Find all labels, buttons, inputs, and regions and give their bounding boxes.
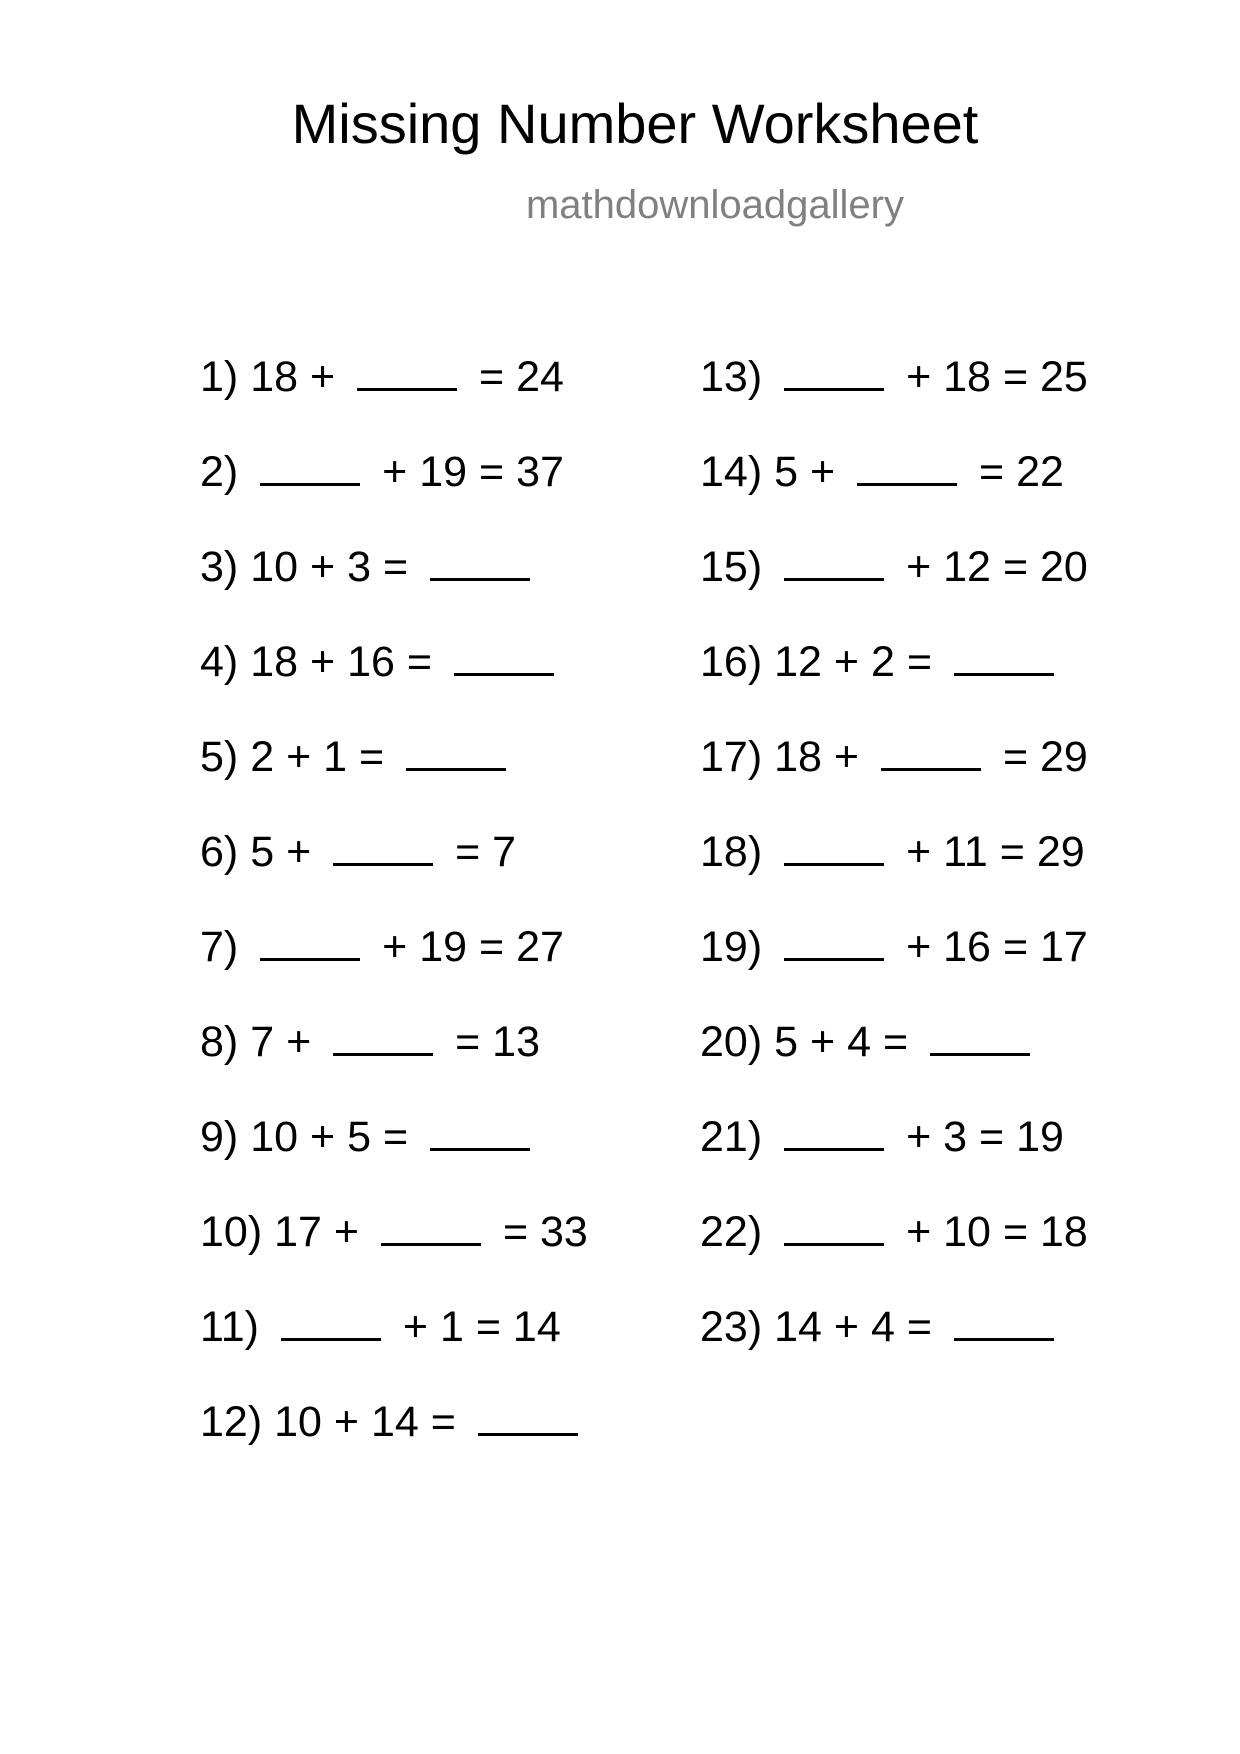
operand: 7 [492,828,517,876]
problem-item [700,732,1088,827]
problem-item [700,1207,1088,1302]
equals-sign: = [359,733,385,781]
operand: 10 [274,1398,322,1446]
answer-blank[interactable] [454,637,554,676]
plus-sign: + [809,1018,836,1066]
equals-sign: = [1002,733,1029,781]
operand: 14 [512,1303,561,1351]
problem-item [200,827,588,922]
answer-blank[interactable] [478,1397,578,1436]
answer-blank[interactable] [784,1112,884,1151]
operand: 14 [370,1398,419,1446]
operand: 24 [516,353,564,401]
operand: 37 [516,448,564,496]
problem-number: 16) [700,638,763,686]
problem-column-right [700,352,1088,1397]
answer-blank[interactable] [930,1017,1030,1056]
operand: 20 [1040,543,1088,591]
operand: 5 [774,1018,799,1066]
equals-sign: = [455,1018,481,1066]
operand: 18 [943,353,991,401]
operand: 10 [250,543,299,591]
plus-sign: + [906,353,932,401]
operand: 1 [439,1303,464,1351]
plus-sign: + [286,1018,312,1066]
problem-number: 18) [700,828,763,876]
answer-blank[interactable] [430,542,530,581]
answer-blank[interactable] [333,827,433,866]
operand: 19 [419,448,468,496]
problem-number: 1) [200,353,239,401]
operand: 1 [323,733,348,781]
equals-sign: = [455,828,481,876]
operand: 29 [1036,828,1085,876]
equals-sign: = [502,1208,529,1256]
problem-number: 3) [200,543,239,591]
operand: 12 [943,543,991,591]
equals-sign: = [475,1303,501,1351]
equals-sign: = [999,828,1025,876]
answer-blank[interactable] [784,1207,884,1246]
operand: 2 [870,638,895,686]
problem-number: 14) [700,448,763,496]
operand: 18 [774,733,822,781]
answer-blank[interactable] [381,1207,481,1246]
problem-item [700,447,1088,542]
problem-item [200,1207,588,1302]
operand: 16 [347,638,395,686]
equals-sign: = [979,1113,1005,1161]
page-subtitle: mathdownloadgallery [525,183,904,227]
answer-blank[interactable] [260,922,360,961]
problem-number: 2) [200,448,239,496]
problem-number: 12) [200,1398,263,1446]
problem-item [200,1112,588,1207]
problem-number: 21) [700,1113,763,1161]
plus-sign: + [309,638,336,686]
problem-item [200,922,588,1017]
problem-item [200,447,588,542]
plus-sign: + [809,448,836,496]
problem-number: 13) [700,353,763,401]
problem-number: 20) [700,1018,763,1066]
problem-item [200,352,588,447]
plus-sign: + [382,448,408,496]
plus-sign: + [906,923,932,971]
plus-sign: + [906,543,932,591]
plus-sign: + [286,733,312,781]
problem-number: 11) [200,1303,259,1351]
problem-item [200,1397,588,1492]
operand: 17 [274,1208,322,1256]
problem-number: 5) [200,733,239,781]
operand: 13 [492,1018,541,1066]
answer-blank[interactable] [857,447,957,486]
answer-blank[interactable] [784,352,884,391]
problem-item [700,827,1088,922]
operand: 4 [870,1303,895,1351]
equals-sign: = [430,1398,456,1446]
answer-blank[interactable] [784,542,884,581]
operand: 18 [250,353,299,401]
problem-item [700,1017,1088,1112]
operand: 33 [540,1208,588,1256]
operand: 5 [250,828,275,876]
equals-sign: = [906,1303,932,1351]
operand: 16 [943,923,991,971]
operand: 3 [347,543,371,591]
equals-sign: = [1002,543,1029,591]
operand: 5 [347,1113,371,1161]
plus-sign: + [906,828,932,876]
answer-blank[interactable] [784,827,884,866]
operand: 18 [250,638,299,686]
problem-number: 4) [200,638,239,686]
problem-number: 6) [200,828,239,876]
problem-number: 17) [700,733,763,781]
answer-blank[interactable] [333,1017,433,1056]
equals-sign: = [406,638,432,686]
equals-sign: = [906,638,932,686]
operand: 10 [250,1113,299,1161]
answer-blank[interactable] [881,732,981,771]
operand: 29 [1040,733,1088,781]
equals-sign: = [1002,353,1029,401]
problem-item [200,542,588,637]
answer-blank[interactable] [281,1302,381,1341]
answer-blank[interactable] [406,732,506,771]
problem-item [700,352,1088,447]
plus-sign: + [833,1303,860,1351]
operand: 22 [1016,448,1064,496]
problem-item [700,1112,1088,1207]
problem-item [700,637,1088,732]
operand: 5 [774,448,799,496]
operand: 4 [847,1018,871,1066]
plus-sign: + [309,353,336,401]
problem-item [700,542,1088,637]
problem-number: 15) [700,543,763,591]
operand: 14 [774,1303,822,1351]
problem-number: 10) [200,1208,263,1256]
operand: 19 [419,923,468,971]
answer-blank[interactable] [357,352,457,391]
plus-sign: + [286,828,312,876]
plus-sign: + [382,923,408,971]
equals-sign: = [882,1018,909,1066]
problem-number: 22) [700,1208,763,1256]
problem-item [700,1302,1088,1397]
plus-sign: + [833,638,860,686]
problem-item [700,922,1088,1017]
plus-sign: + [906,1208,932,1256]
operand: 7 [250,1018,275,1066]
operand: 18 [1040,1208,1088,1256]
problem-item [200,1302,588,1397]
problem-item [200,732,588,827]
page-title: Missing Number Worksheet [291,92,979,155]
problem-column-left [200,352,588,1492]
equals-sign: = [382,1113,409,1161]
plus-sign: + [402,1303,428,1351]
operand: 17 [1040,923,1088,971]
plus-sign: + [333,1398,360,1446]
operand: 3 [943,1113,968,1161]
operand: 27 [516,923,564,971]
answer-blank[interactable] [954,637,1054,676]
answer-blank[interactable] [784,922,884,961]
equals-sign: = [479,923,505,971]
problem-number: 19) [700,923,763,971]
problem-number: 23) [700,1303,763,1351]
equals-sign: = [1002,923,1029,971]
problem-item [200,637,588,732]
problem-number: 7) [200,923,239,971]
problem-number: 9) [200,1113,239,1161]
equals-sign: = [479,448,505,496]
equals-sign: = [382,543,409,591]
equals-sign: = [979,448,1005,496]
operand: 25 [1040,353,1088,401]
operand: 19 [1016,1113,1064,1161]
answer-blank[interactable] [954,1302,1054,1341]
answer-blank[interactable] [430,1112,530,1151]
problem-item [200,1017,588,1112]
equals-sign: = [479,353,505,401]
operand: 10 [943,1208,991,1256]
operand: 12 [774,638,822,686]
equals-sign: = [1002,1208,1029,1256]
plus-sign: + [333,1208,360,1256]
operand: 11 [943,828,988,876]
plus-sign: + [906,1113,932,1161]
plus-sign: + [309,543,336,591]
operand: 2 [250,733,275,781]
plus-sign: + [833,733,860,781]
problem-number: 8) [200,1018,239,1066]
answer-blank[interactable] [260,447,360,486]
plus-sign: + [309,1113,336,1161]
